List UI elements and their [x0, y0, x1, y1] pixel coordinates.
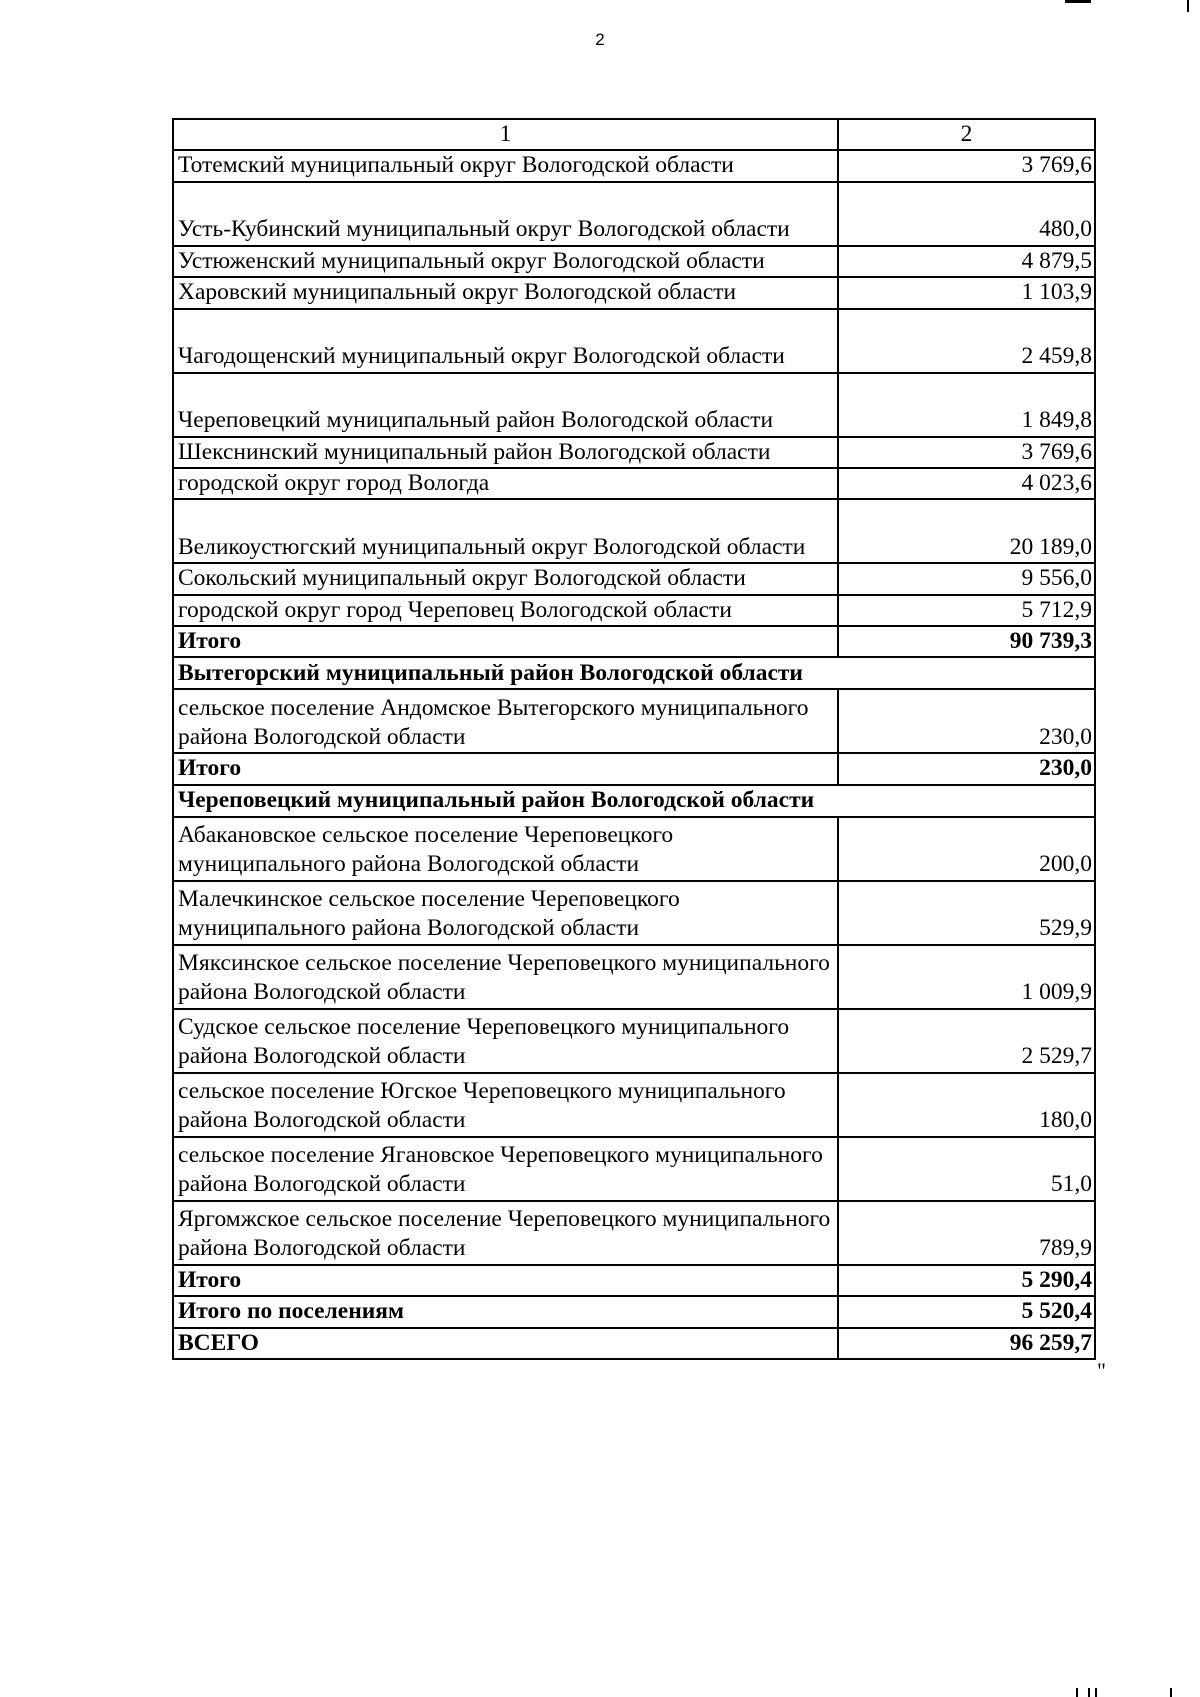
municipality-name: Малечкинское сельское поселение Череповецкого муниципального района Вологодской области	[173, 881, 838, 945]
table-row	[173, 309, 1095, 373]
amount-value: 9 556,0	[838, 563, 1095, 594]
table-row	[173, 1009, 1095, 1073]
total-row	[173, 753, 1095, 784]
table-row	[173, 437, 1095, 468]
amount-value: 200,0	[838, 817, 1095, 881]
municipality-name: ВСЕГО	[173, 1328, 838, 1359]
municipality-name: Яргомжское сельское поселение Череповецкого муниципального района Вологодской области	[173, 1201, 838, 1265]
table-row	[173, 1137, 1095, 1201]
municipality-name: Итого по поселениям	[173, 1296, 838, 1327]
municipality-name: Тотемский муниципальный округ Вологодской области	[173, 150, 838, 181]
total-row	[173, 1265, 1095, 1296]
amount-value: 51,0	[838, 1137, 1095, 1201]
amount-value: 1 103,9	[838, 277, 1095, 308]
table-row	[173, 689, 1095, 753]
section-header-row	[173, 657, 1095, 689]
municipality-name: Сокольский муниципальный округ Вологодской области	[173, 563, 838, 594]
municipality-name: сельское поселение Югское Череповецкого муниципального района Вологодской области	[173, 1073, 838, 1137]
table-row	[173, 182, 1095, 246]
scan-edge-mark	[1187, 0, 1189, 12]
allocation-table	[172, 118, 1096, 1360]
amount-value: 529,9	[838, 881, 1095, 945]
table-row	[173, 150, 1095, 181]
scan-edge-mark	[1065, 0, 1091, 3]
municipality-name: сельское поселение Ягановское Череповецкого муниципального района Вологодской области	[173, 1137, 838, 1201]
table-row	[173, 499, 1095, 563]
amount-value: 4 879,5	[838, 246, 1095, 277]
municipality-name: Великоустюгский муниципальный округ Вологодской области	[173, 499, 838, 563]
municipality-name: Итого	[173, 1265, 838, 1296]
amount-value: 90 739,3	[838, 626, 1095, 657]
amount-value: 5 290,4	[838, 1265, 1095, 1296]
amount-value: 5 520,4	[838, 1296, 1095, 1327]
amount-value: 96 259,7	[838, 1328, 1095, 1359]
municipality-name: Итого	[173, 753, 838, 784]
amount-value: 230,0	[838, 689, 1095, 753]
municipality-name: Абакановское сельское поселение Череповецкого муниципального района Вологодской области	[173, 817, 838, 881]
municipality-name: городской округ город Череповец Вологодской области	[173, 595, 838, 626]
table-row	[173, 468, 1095, 499]
table-row	[173, 945, 1095, 1009]
municipality-name: Итого	[173, 626, 838, 657]
municipality-name: Мяксинское сельское поселение Череповецкого муниципального района Вологодской области	[173, 945, 838, 1009]
section-title: Череповецкий муниципальный район Вологодской области	[173, 785, 1095, 817]
table-row	[173, 277, 1095, 308]
section-title: Вытегорский муниципальный район Вологодской области	[173, 657, 1095, 689]
scan-edge-mark	[1095, 1688, 1097, 1697]
scan-edge-mark	[1170, 1688, 1172, 1697]
scan-edge-mark	[1088, 1688, 1090, 1697]
municipality-name: Харовский муниципальный округ Вологодской области	[173, 277, 838, 308]
table-body	[173, 150, 1095, 1359]
total-row	[173, 1296, 1095, 1327]
table-row	[173, 246, 1095, 277]
municipality-name: Судское сельское поселение Череповецкого муниципального района Вологодской области	[173, 1009, 838, 1073]
section-header-row	[173, 785, 1095, 817]
amount-value: 20 189,0	[838, 499, 1095, 563]
amount-value: 180,0	[838, 1073, 1095, 1137]
amount-value: 3 769,6	[838, 437, 1095, 468]
total-row	[173, 1328, 1095, 1359]
amount-value: 1 009,9	[838, 945, 1095, 1009]
amount-value: 1 849,8	[838, 373, 1095, 437]
page-number: 2	[595, 30, 605, 49]
municipality-name: Устюженский муниципальный округ Вологодской области	[173, 246, 838, 277]
table-row	[173, 817, 1095, 881]
amount-value: 3 769,6	[838, 150, 1095, 181]
amount-value: 4 023,6	[838, 468, 1095, 499]
table-row	[173, 1073, 1095, 1137]
amount-value: 2 529,7	[838, 1009, 1095, 1073]
municipality-name: Чагодощенский муниципальный округ Вологодской области	[173, 309, 838, 373]
municipality-name: Череповецкий муниципальный район Вологодской области	[173, 373, 838, 437]
municipality-name: городской округ город Вологда	[173, 468, 838, 499]
table-row	[173, 595, 1095, 626]
table-row	[173, 373, 1095, 437]
total-row	[173, 626, 1095, 657]
municipality-name: Усть-Кубинский муниципальный округ Вологодской области	[173, 182, 838, 246]
table-row	[173, 881, 1095, 945]
closing-quote: "	[1097, 1358, 1106, 1383]
table-row	[173, 563, 1095, 594]
column-header: 1	[173, 119, 838, 150]
table-header-row	[173, 119, 1095, 150]
municipality-name: Шекснинский муниципальный район Вологодской области	[173, 437, 838, 468]
table-row	[173, 1201, 1095, 1265]
amount-value: 480,0	[838, 182, 1095, 246]
amount-value: 230,0	[838, 753, 1095, 784]
scan-edge-mark	[1076, 1688, 1078, 1697]
column-header: 2	[838, 119, 1095, 150]
amount-value: 789,9	[838, 1201, 1095, 1265]
municipality-name: сельское поселение Андомское Вытегорского муниципального района Вологодской области	[173, 689, 838, 753]
amount-value: 2 459,8	[838, 309, 1095, 373]
amount-value: 5 712,9	[838, 595, 1095, 626]
